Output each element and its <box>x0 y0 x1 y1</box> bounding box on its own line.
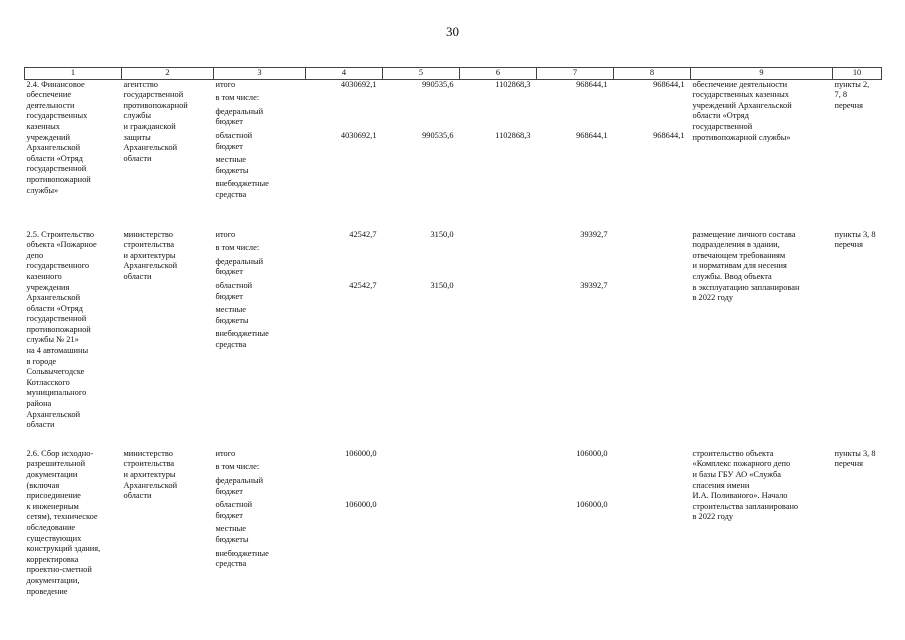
amount-value <box>616 524 685 545</box>
amount-value <box>462 155 531 176</box>
amount-value <box>462 93 531 104</box>
amount-value: 1102868,3 <box>495 79 531 89</box>
amount-value <box>385 500 454 521</box>
amount-value: 4030692,1 <box>340 130 377 140</box>
amount-value <box>308 243 377 254</box>
funding-sources <box>214 449 306 597</box>
amount-value <box>539 329 608 350</box>
amount-total <box>306 230 383 449</box>
amount-value <box>385 179 454 200</box>
amount-value <box>616 329 685 350</box>
amount-y2 <box>460 449 537 597</box>
amount-value <box>539 179 608 200</box>
funding-source-label: в том числе: <box>215 462 260 472</box>
funding-source-label: итого <box>215 448 236 458</box>
column-number-7: 7 <box>537 68 614 80</box>
amount-total <box>306 79 383 229</box>
amount-y3 <box>537 230 614 449</box>
amount-value: 3150,0 <box>430 280 454 290</box>
amount-value <box>462 462 531 473</box>
funding-source-label: федеральный бюджет <box>215 106 264 127</box>
responsible-executor: агентство государственной противопожарной службы и гражданской защиты Архангельской области <box>123 79 188 163</box>
funding-source-label: итого <box>215 79 236 89</box>
expected-result: размещение личного состава подразделения в здании, отвечающем требованиям и нормативам для несения службы. Ввод объекта в эксплуатацию запланирован в 2022 году <box>692 229 800 303</box>
funding-source-label: внебюджетные средства <box>215 329 269 349</box>
amount-value <box>385 107 454 128</box>
amount-value <box>462 329 531 350</box>
amount-value: 106000,0 <box>576 500 608 510</box>
funding-sources <box>214 79 306 229</box>
amount-y4 <box>614 230 691 449</box>
amount-value <box>308 476 377 497</box>
amount-value <box>539 549 608 570</box>
amount-value <box>616 179 685 200</box>
expected-result: обеспечение деятельности государственных казенных учреждений Архангельской области «Отряд государственной противопожарной службы» <box>692 79 792 142</box>
list-reference: пункты 3, 8 перечня <box>834 229 876 250</box>
amount-value <box>462 449 531 460</box>
amount-value <box>462 179 531 200</box>
amount-y1 <box>383 449 460 597</box>
amount-value <box>308 107 377 128</box>
amount-value <box>308 549 377 570</box>
amount-value <box>616 476 685 497</box>
amount-value <box>462 524 531 545</box>
amount-y2 <box>460 230 537 449</box>
amount-value <box>385 549 454 570</box>
amount-value <box>385 305 454 326</box>
amount-value: 39392,7 <box>580 229 608 239</box>
amount-value <box>616 500 685 521</box>
amount-y4 <box>614 79 691 229</box>
amount-value <box>308 257 377 278</box>
amount-y3 <box>537 449 614 597</box>
amount-value: 3150,0 <box>430 229 454 239</box>
column-number-8: 8 <box>614 68 691 80</box>
column-number-3: 3 <box>214 68 306 80</box>
amount-value: 968644,1 <box>576 79 608 89</box>
amount-value <box>539 305 608 326</box>
amount-value <box>308 93 377 104</box>
amount-value <box>462 257 531 278</box>
amount-value <box>385 476 454 497</box>
amount-value: 39392,7 <box>580 280 608 290</box>
amount-value <box>385 449 454 460</box>
amount-value <box>616 257 685 278</box>
amount-value <box>616 243 685 254</box>
column-number-4: 4 <box>306 68 383 80</box>
amount-value <box>616 462 685 473</box>
funding-source-label: внебюджетные средства <box>215 179 269 199</box>
page-number: 30 <box>446 24 459 39</box>
funding-source-label: местные бюджеты <box>215 524 249 544</box>
column-number-1: 1 <box>25 68 122 80</box>
amount-value: 968644,1 <box>576 130 608 140</box>
funding-source-label: областной бюджет <box>215 280 253 301</box>
table-row <box>25 230 882 449</box>
funding-sources <box>214 230 306 449</box>
amount-y2 <box>460 79 537 229</box>
amount-value: 968644,1 <box>653 130 685 140</box>
amount-value <box>385 524 454 545</box>
funding-source-label: в том числе: <box>215 93 260 103</box>
amount-value <box>616 155 685 176</box>
amount-total <box>306 449 383 597</box>
amount-value: 42542,7 <box>349 280 377 290</box>
amount-value <box>308 524 377 545</box>
measure-name: 2.4. Финансовое обеспечение деятельности государственных казенных учреждений Архангельской области «Отряд государственной противопожарной службы» <box>26 79 91 195</box>
amount-y1 <box>383 230 460 449</box>
column-number-10: 10 <box>833 68 882 80</box>
amount-value <box>462 281 531 302</box>
table-body <box>25 79 882 597</box>
table-row <box>25 79 882 229</box>
funding-source-label: федеральный бюджет <box>215 256 264 277</box>
amount-value <box>616 549 685 570</box>
program-table <box>24 67 882 597</box>
funding-source-label: областной бюджет <box>215 130 253 151</box>
column-number-6: 6 <box>460 68 537 80</box>
amount-value <box>462 500 531 521</box>
amount-value: 990535,6 <box>422 130 454 140</box>
funding-source-label: итого <box>215 229 236 239</box>
amount-value: 4030692,1 <box>340 79 377 89</box>
amount-value: 968644,1 <box>653 79 685 89</box>
amount-value <box>539 476 608 497</box>
amount-value <box>539 93 608 104</box>
amount-value <box>308 329 377 350</box>
amount-value <box>385 462 454 473</box>
amount-value <box>539 462 608 473</box>
column-number-5: 5 <box>383 68 460 80</box>
amount-value <box>539 257 608 278</box>
amount-value <box>462 243 531 254</box>
amount-value: 42542,7 <box>349 229 377 239</box>
amount-value <box>385 257 454 278</box>
amount-value <box>308 155 377 176</box>
amount-value <box>539 243 608 254</box>
amount-value <box>539 107 608 128</box>
amount-y3 <box>537 79 614 229</box>
funding-source-label: местные бюджеты <box>215 155 249 175</box>
amount-value: 1102868,3 <box>495 130 531 140</box>
table-row <box>25 449 882 597</box>
amount-value <box>462 305 531 326</box>
amount-value <box>616 449 685 460</box>
amount-value <box>616 107 685 128</box>
amount-value <box>385 93 454 104</box>
amount-value <box>385 243 454 254</box>
amount-value <box>539 155 608 176</box>
column-number-9: 9 <box>691 68 833 80</box>
amount-value <box>308 179 377 200</box>
measure-name: 2.6. Сбор исходно- разрешительной документации (включая присоединение к инженерным сетям), техническое обследование существующих конструкций здания, корректировка проектно-сметной документации, проведение <box>26 448 101 596</box>
measure-name: 2.5. Строительство объекта «Пожарное депо государственного казенного учреждения Архангельской области «Отряд государственной противопожарной службы № 21» на 4 автомашины в городе Сольвычегодске Котласского муниципального района Архангельской области <box>26 229 97 430</box>
amount-value <box>385 155 454 176</box>
funding-source-label: областной бюджет <box>215 500 253 520</box>
responsible-executor: министерство строительства и архитектуры Архангельской области <box>123 229 178 281</box>
amount-value <box>539 524 608 545</box>
funding-source-label: федеральный бюджет <box>215 476 264 496</box>
expected-result: строительство объекта «Комплекс пожарного депо и базы ГБУ АО «Служба спасения имени И.А. Поливаного». Начало строительства запланировано в 2022 году <box>692 448 799 522</box>
amount-value: 106000,0 <box>345 500 377 510</box>
funding-source-label: местные бюджеты <box>215 305 249 325</box>
column-numbers-row <box>25 68 882 80</box>
amount-value <box>385 329 454 350</box>
amount-value <box>308 305 377 326</box>
amount-value <box>308 462 377 473</box>
amount-value <box>616 305 685 326</box>
amount-value <box>462 107 531 128</box>
amount-value: 106000,0 <box>345 448 377 458</box>
amount-y1 <box>383 79 460 229</box>
funding-source-label: внебюджетные средства <box>215 548 269 569</box>
amount-value <box>462 549 531 570</box>
amount-value <box>462 476 531 497</box>
list-reference: пункты 2, 7, 8 перечня <box>834 79 870 110</box>
amount-value <box>616 93 685 104</box>
list-reference: пункты 3, 8 перечня <box>834 448 876 469</box>
column-number-2: 2 <box>122 68 214 80</box>
amount-y4 <box>614 449 691 597</box>
amount-value <box>462 230 531 241</box>
amount-value: 990535,6 <box>422 79 454 89</box>
amount-value <box>616 230 685 241</box>
responsible-executor: министерство строительства и архитектуры Архангельской области <box>123 448 178 501</box>
funding-source-label: в том числе: <box>215 243 260 253</box>
amount-value <box>616 281 685 302</box>
amount-value: 106000,0 <box>576 448 608 458</box>
